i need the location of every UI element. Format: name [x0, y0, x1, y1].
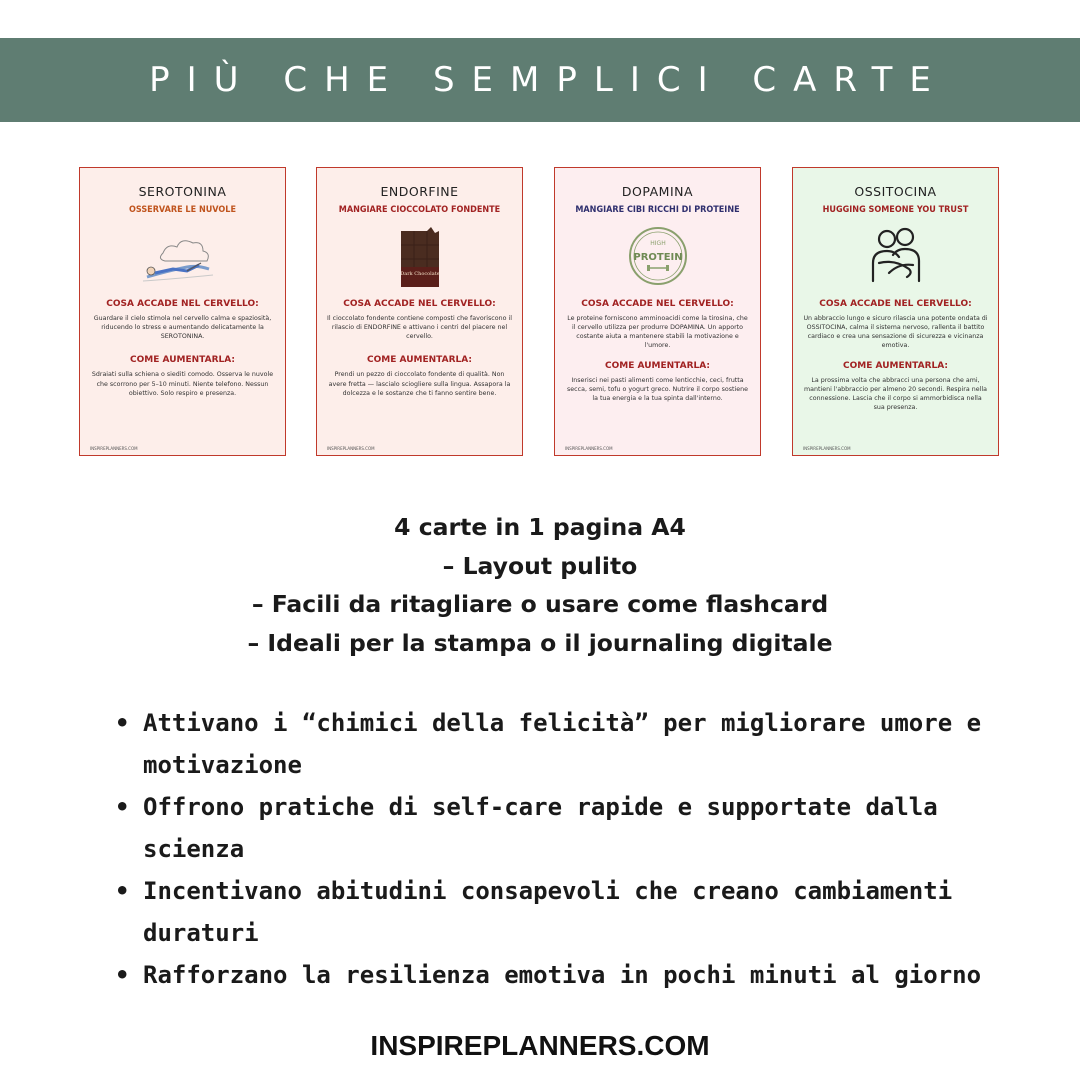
badge-text: PROTEIN	[632, 252, 683, 263]
badge-small-text: HIGH	[649, 240, 666, 247]
card-heading-brain: COSA ACCADE NEL CERVELLO:	[106, 299, 259, 309]
title-banner	[0, 38, 1080, 122]
card-subtitle: MANGIARE CIOCCOLATO FONDENTE	[338, 205, 501, 215]
card-dopamina	[554, 167, 761, 456]
card-heading-brain: COSA ACCADE NEL CERVELLO:	[581, 299, 734, 309]
hugging-people-icon	[793, 219, 998, 293]
high-protein-badge-icon	[555, 219, 760, 293]
benefit-item: • Incentivano abitudini consapevoli che creano cambiamenti duraturi	[115, 870, 1035, 954]
card-heading-how: COME AUMENTARLA:	[605, 360, 710, 371]
cloud-gazing-person-icon	[80, 219, 285, 293]
card-title: OSSITOCINA	[854, 184, 937, 199]
chocolate-label: Dark Chocolate	[399, 271, 440, 277]
card-footer: INSPIREPLANNERS.COM	[803, 446, 851, 451]
card-text-brain: Guardare il cielo stimola nel cervello calma e spaziosità, riducendo lo stress e aumentando delicatamente la SEROTONINA.	[93, 315, 272, 341]
card-text-brain: Un abbraccio lungo e sicuro rilascia una potente ondata di OSSITOCINA, calma il sistema nervoso, rallenta il battito cardiaco e crea una sensazione di sicurezza e vicinanza emotiva.	[803, 315, 988, 350]
card-heading-brain: COSA ACCADE NEL CERVELLO:	[343, 299, 496, 309]
card-footer: INSPIREPLANNERS.COM	[327, 446, 375, 451]
card-title: DOPAMINA	[621, 184, 694, 199]
feature-line: 4 carte in 1 pagina A4	[394, 513, 686, 541]
card-text-how: Inserisci nei pasti alimenti come lenticchie, ceci, frutta secca, semi, tofu o yogurt greco. Nutrire il corpo sostiene la tua energia e la tua spinta dall'interno.	[567, 376, 748, 402]
banner-title: PIÙ CHE SEMPLICI CARTE	[149, 60, 948, 100]
feature-list	[0, 508, 1080, 662]
card-title: SEROTONINA	[138, 184, 227, 199]
card-subtitle: HUGGING SOMEONE YOU TRUST	[822, 205, 969, 215]
card-subtitle: MANGIARE CIBI RICCHI DI PROTEINE	[575, 205, 740, 215]
card-heading-brain: COSA ACCADE NEL CERVELLO:	[819, 299, 972, 309]
card-text-how: La prossima volta che abbracci una persona che ami, mantieni l'abbraccio per almeno 20 secondi. Respira nella connessione. Lascia che il corpo si ammorbidisca nella sua presenza.	[804, 376, 987, 411]
card-title: ENDORFINE	[380, 184, 459, 199]
card-subtitle: OSSERVARE LE NUVOLE	[129, 205, 236, 215]
feature-line: – Ideali per la stampa o il journaling digitale	[247, 628, 833, 657]
benefit-item: • Attivano i “chimici della felicità” per migliorare umore e motivazione	[115, 702, 1035, 786]
benefit-item: • Rafforzano la resilienza emotiva in pochi minuti al giorno	[115, 954, 1035, 996]
website-footer: INSPIREPLANNERS.COM	[370, 1030, 710, 1061]
card-text-brain: Le proteine forniscono amminoacidi come la tirosina, che il cervello utilizza per produrre DOPAMINA. Un apporto costante aiuta a mantenere stabili la motivazione e l'umore.	[567, 315, 748, 350]
card-text-how: Prendi un pezzo di cioccolato fondente di qualità. Non avere fretta — lascialo sciogliere sulla lingua. Assapora la dolcezza e le sostanze che ti fanno sentire bene.	[328, 371, 511, 397]
card-heading-how: COME AUMENTARLA:	[130, 355, 235, 366]
card-text-how: Sdraiati sulla schiena o siediti comodo. Osserva le nuvole che scorrono per 5–10 minuti. Niente telefono. Nessun obiettivo. Solo respiro e presenza.	[91, 371, 274, 397]
feature-line: – Layout pulito	[442, 551, 638, 580]
card-ossitocina	[792, 167, 999, 456]
card-serotonina	[79, 167, 286, 456]
card-heading-how: COME AUMENTARLA:	[367, 355, 472, 366]
card-footer: INSPIREPLANNERS.COM	[565, 446, 613, 451]
benefit-item: • Offrono pratiche di self-care rapide e supportate dalla scienza	[115, 786, 1035, 870]
card-endorfine	[316, 167, 523, 456]
card-footer: INSPIREPLANNERS.COM	[90, 446, 138, 451]
card-preview-row	[0, 167, 1080, 458]
card-heading-how: COME AUMENTARLA:	[843, 360, 948, 371]
benefit-list	[115, 702, 1035, 996]
card-text-brain: Il cioccolato fondente contiene composti che favoriscono il rilascio di ENDORFINE e attivano i centri del piacere nel cervello.	[327, 315, 512, 341]
chocolate-bar-icon	[317, 219, 522, 293]
feature-line: – Facili da ritagliare o usare come flashcard	[251, 590, 829, 618]
